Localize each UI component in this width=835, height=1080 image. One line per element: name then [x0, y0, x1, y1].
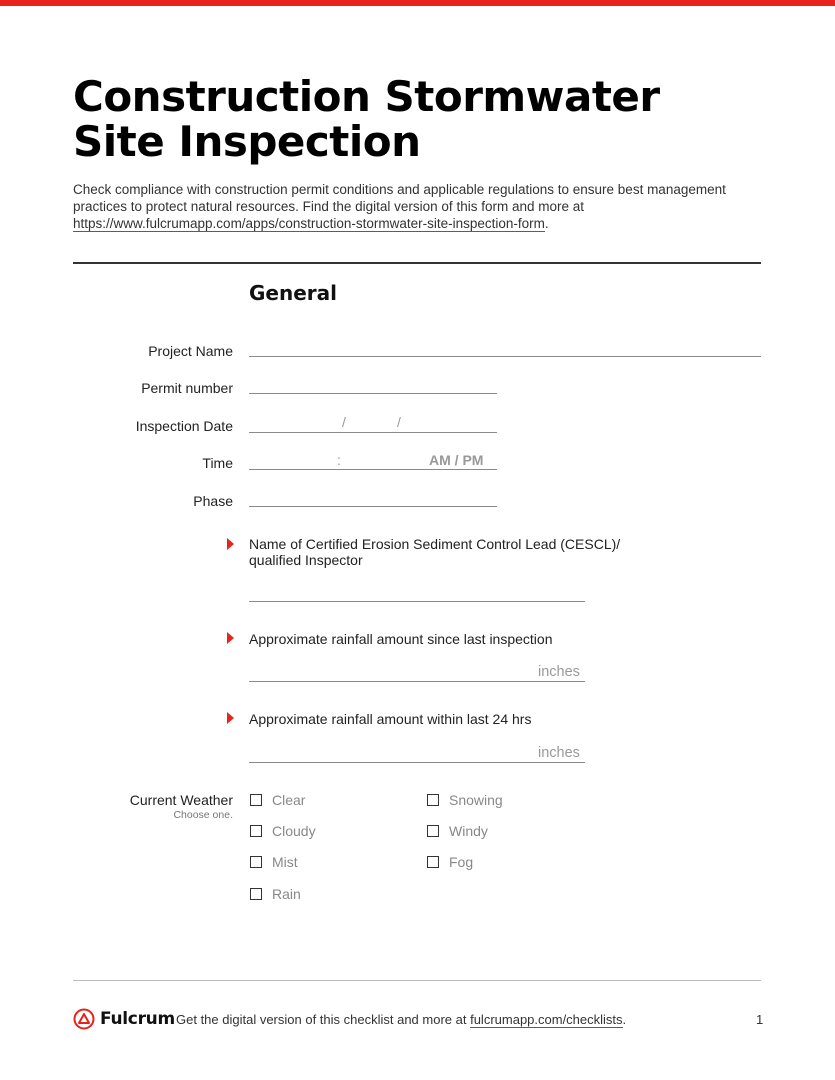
footer-caption: Get the digital version of this checklist and more at — [176, 1012, 471, 1027]
intro-end: . — [544, 216, 549, 231]
cescl-inspector-field[interactable] — [249, 601, 585, 602]
permit-number-field[interactable] — [249, 393, 497, 394]
time-field[interactable] — [249, 469, 497, 470]
checkbox-icon[interactable] — [427, 856, 439, 868]
time-separator: : — [337, 452, 341, 468]
rainfall-since-last-unit: inches — [538, 664, 580, 680]
question-rainfall-since-last: Approximate rainfall amount since last inspection — [249, 631, 553, 647]
checkbox-icon[interactable] — [427, 794, 439, 806]
intro-paragraph — [73, 181, 763, 232]
permit-number-label: Permit number — [141, 380, 233, 396]
section-title: General — [249, 281, 337, 305]
intro-link[interactable]: https://www.fulcrumapp.com/apps/construction-stormwater-site-inspection-form — [73, 216, 545, 231]
rainfall-24hrs-unit: inches — [538, 745, 580, 761]
intro-text: Check compliance with construction permit conditions and applicable regulations to ensure best management practices to protect natural resources. Find the digital version of this form and more at — [73, 182, 726, 214]
weather-option-mist[interactable] — [250, 854, 298, 870]
question-cescl: Name of Certified Erosion Sediment Control Lead (CESCL)/ qualified Inspector — [249, 536, 621, 568]
weather-option-fog[interactable] — [427, 854, 473, 870]
footer-text — [176, 1012, 626, 1027]
date-separator-1: / — [342, 414, 346, 430]
rainfall-24hrs-field[interactable] — [249, 762, 585, 763]
weather-option-clear[interactable] — [250, 792, 305, 808]
option-label: Clear — [272, 792, 306, 808]
header-divider — [73, 262, 761, 264]
project-name-field[interactable] — [249, 356, 761, 357]
fulcrum-logo[interactable] — [73, 1008, 175, 1030]
phase-label: Phase — [193, 493, 233, 509]
time-label: Time — [202, 455, 233, 471]
page-title — [73, 74, 660, 164]
option-label: Windy — [449, 823, 488, 839]
checkbox-icon[interactable] — [250, 856, 262, 868]
question-rainfall-24hrs: Approximate rainfall amount within last 24 hrs — [249, 711, 532, 727]
date-separator-2: / — [397, 414, 401, 430]
am-pm-indicator: AM / PM — [429, 452, 484, 468]
project-name-label: Project Name — [148, 343, 233, 359]
fulcrum-brand-text: Fulcrum — [100, 1009, 175, 1029]
inspection-date-label: Inspection Date — [135, 418, 233, 434]
title-line-1: Construction Stormwater — [73, 72, 660, 121]
checkbox-icon[interactable] — [250, 794, 262, 806]
weather-option-windy[interactable] — [427, 823, 488, 839]
current-weather-label: Current Weather — [129, 792, 233, 808]
top-accent-bar — [0, 0, 835, 6]
question-marker-icon — [227, 712, 234, 724]
rainfall-since-last-field[interactable] — [249, 681, 585, 682]
option-label: Mist — [272, 854, 298, 870]
footer-end: . — [622, 1012, 627, 1027]
checkbox-icon[interactable] — [427, 825, 439, 837]
inspection-date-field[interactable] — [249, 432, 497, 433]
weather-option-cloudy[interactable] — [250, 823, 316, 839]
weather-option-rain[interactable] — [250, 886, 301, 902]
footer-link[interactable]: fulcrumapp.com/checklists — [470, 1012, 623, 1027]
option-label: Snowing — [449, 792, 503, 808]
current-weather-hint: Choose one. — [173, 809, 233, 821]
weather-option-snowing[interactable] — [427, 792, 503, 808]
phase-field[interactable] — [249, 506, 497, 507]
question-marker-icon — [227, 632, 234, 644]
checkbox-icon[interactable] — [250, 825, 262, 837]
option-label: Fog — [449, 854, 474, 870]
footer-divider — [73, 980, 761, 981]
page-number: 1 — [756, 1012, 764, 1027]
title-line-2: Site Inspection — [73, 117, 421, 166]
fulcrum-logo-icon — [73, 1008, 95, 1030]
checkbox-icon[interactable] — [250, 888, 262, 900]
question-marker-icon — [227, 538, 234, 550]
option-label: Rain — [272, 886, 301, 902]
option-label: Cloudy — [272, 823, 316, 839]
